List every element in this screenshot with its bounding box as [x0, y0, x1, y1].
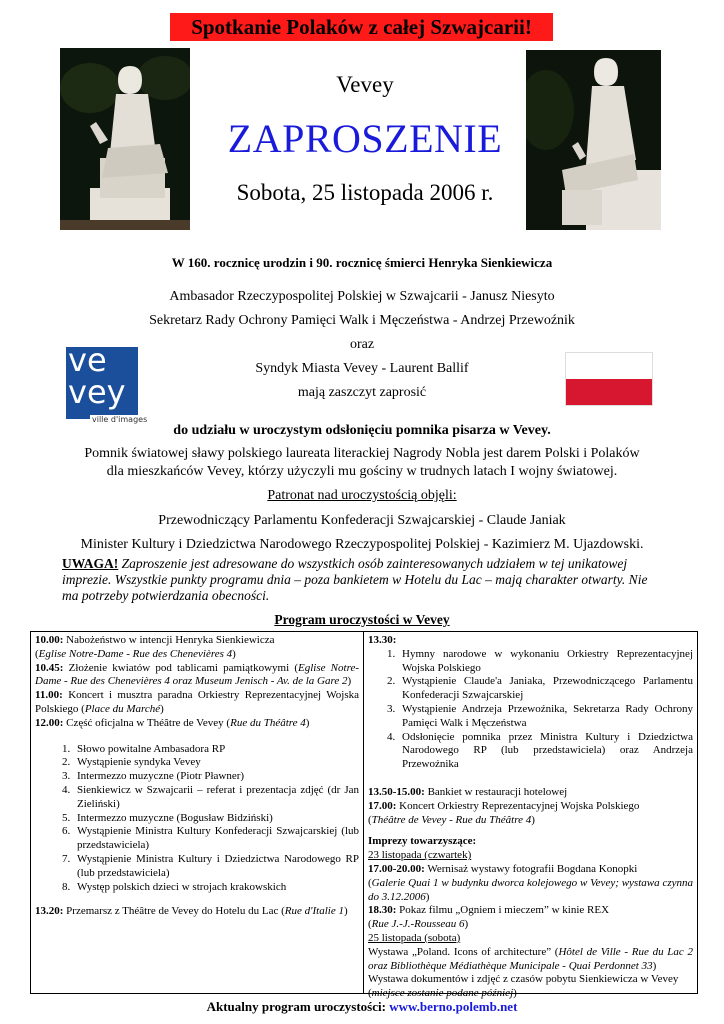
list-item: 5. Intermezzo muzyczne (Bogusław Bidziński)	[73, 812, 359, 826]
host-mayor: Syndyk Miasta Vevey - Laurent Ballif	[255, 361, 469, 376]
program-entry: Wystawa „Poland. Icons of architecture” (Hôtel de Ville - Rue du Lac 2 oraz Bibliothèque Médiathèque Municipale - Quai Perdonnet 33)	[368, 945, 694, 972]
footer	[0, 999, 724, 1015]
list-item: 1. Słowo powitalne Ambasadora RP	[73, 743, 359, 757]
statue-photo-left	[60, 48, 190, 230]
ceremony-list	[35, 743, 359, 895]
program-entry: 12.00: Część oficjalna w Théâtre de Vevey (Rue du Théâtre 4)	[35, 716, 310, 729]
program-table	[30, 631, 698, 1000]
list-item: 7. Wystąpienie Ministra Kultury i Dziedzictwa Narodowego RP (lub przedstawiciela)	[73, 853, 359, 881]
invite-purpose: do udziału w uroczystym odsłonięciu pomnika pisarza w Vevey.	[173, 423, 551, 438]
notice-text: Zaproszenie jest adresowane do wszystkich osób zainteresowanych udziałem w tej unikatowej imprezie. Wszystkie punkty programu dnia – poza bankietem w Hotelu du Lac – mają charakter otwarty. Nie ma potrzeby potwierdzania obecności.	[62, 556, 648, 603]
notice-block	[62, 556, 662, 604]
hosts-invite: mają zaszczyt zaprosić	[297, 385, 427, 400]
program-entry: 10.00: Nabożeństwo w intencji Henryka Sienkiewicza (Eglise Notre-Dame - Rue des Chenevières 4)	[35, 634, 275, 660]
program-entry: 10.45: Złożenie kwiatów pod tablicami pamiątkowymi (Eglise Notre-Dame - Rue des Chenevières 4 oraz Museum Jenisch - Av. de la Gare 2)	[35, 661, 359, 688]
city-name: Vevey	[336, 72, 394, 97]
monument-text-line-1: Pomnik światowej sławy polskiego laureata literackiej Nagrody Nobla jest darem Polski i Polaków	[84, 446, 640, 461]
list-item: 4. Odsłonięcie pomnika przez Ministra Kultury i Dziedzictwa Narodowego RP (lub przedstawiciela) oraz Andrzeja Przewoźnika	[398, 731, 693, 772]
program-entry: 11.00: Koncert i musztra paradna Orkiestry Reprezentacyjnej Wojska Polskiego (Place du Marché)	[35, 689, 359, 715]
program-entry: 18.30: Pokaz filmu „Ogniem i mieczem” w kinie REX (Rue J.-J.-Rousseau 6)	[368, 904, 610, 931]
program-column-right	[364, 632, 697, 1000]
footer-label: Aktualny program uroczystości:	[206, 999, 390, 1014]
list-item: 1. Hymny narodowe w wykonaniu Orkiestry Reprezentacyjnej Wojska Polskiego	[398, 648, 693, 676]
list-item: 4. Sienkiewicz w Szwajcarii – referat i prezentacja zdjęć (dr Jan Zieliński)	[73, 784, 359, 812]
list-item: 2. Wystąpienie Claude'a Janiaka, Przewodniczącego Parlamentu Konfederacji Szwajcarskiej	[398, 675, 693, 703]
event-banner: Spotkanie Polaków z całej Szwajcarii!	[170, 13, 553, 41]
notice-label: UWAGA!	[62, 556, 119, 571]
patron-1: Przewodniczący Parlamentu Konfederacji Szwajcarskiej - Claude Janiak	[158, 513, 566, 528]
polish-flag	[565, 352, 653, 406]
anniversary-line: W 160. rocznicę urodzin i 90. rocznicę śmierci Henryka Sienkiewicza	[171, 255, 553, 270]
program-entry: 13.30:	[368, 634, 397, 646]
monument-text-line-2: dla mieszkańców Vevey, którzy użyczyli mu gościny w trudnych latach I wojny światowej.	[106, 464, 618, 479]
program-entry: 17.00: Koncert Orkiestry Reprezentacyjnej Wojska Polskiego (Théâtre de Vevey - Rue du Théâtre 4)	[368, 799, 640, 826]
list-item: 2. Wystąpienie syndyka Vevey	[73, 756, 359, 770]
flag-red-stripe	[566, 379, 652, 405]
patron-2: Minister Kultury i Dziedzictwa Narodowego Rzeczypospolitej Polskiej - Kazimierz M. Ujazdowski.	[80, 537, 644, 552]
statue-left-illustration	[60, 48, 190, 230]
host-conjunction: oraz	[349, 337, 375, 352]
program-entry: Wystawa dokumentów i zdjęć z czasów pobytu Sienkiewicza w Vevey (miejsce zostanie podane później)	[368, 973, 679, 1000]
program-entry: 17.00-20.00: Wernisaż wystawy fotografii Bogdana Konopki (Galerie Quai 1 w budynku dworca kolejowego w Vevey; wystawa czynna do 3.12.2006)	[368, 862, 693, 903]
invitation-title: ZAPROSZENIE	[227, 116, 503, 161]
footer-link[interactable]: www.berno.polemb.net	[389, 999, 518, 1014]
program-entry: 13.50-15.00: Bankiet w restauracji hotelowej	[368, 785, 568, 798]
list-item: 3. Intermezzo muzyczne (Piotr Pławner)	[73, 770, 359, 784]
list-item: 8. Występ polskich dzieci w strojach krakowskich	[73, 881, 359, 895]
date-heading: 25 listopada (sobota)	[368, 931, 461, 944]
logo-tagline: ville d'images	[92, 415, 148, 424]
list-item: 6. Wystąpienie Ministra Kultury Konfederacji Szwajcarskiej (lub przedstawiciela)	[73, 825, 359, 853]
host-secretary: Sekretarz Rady Ochrony Pamięci Walk i Męczeństwa - Andrzej Przewoźnik	[149, 313, 575, 328]
logo-line-1: ve	[68, 341, 107, 379]
statue-photo-right	[526, 50, 661, 230]
unveiling-list	[368, 648, 693, 772]
logo-line-2: vey	[68, 373, 126, 411]
statue-right-illustration	[526, 50, 661, 230]
event-date: Sobota, 25 listopada 2006 r.	[236, 180, 494, 205]
host-ambassador: Ambasador Rzeczypospolitej Polskiej w Szwajcarii - Janusz Niesyto	[169, 289, 555, 304]
program-column-left	[31, 632, 364, 993]
program-heading: Program uroczystości w Vevey	[274, 612, 450, 627]
flag-white-stripe	[566, 353, 652, 379]
list-item: 3. Wystąpienie Andrzeja Przewoźnika, Sekretarza Rady Ochrony Pamięci Walk i Męczeństwa	[398, 703, 693, 731]
patronage-heading: Patronat nad uroczystością objęli:	[267, 488, 457, 503]
vevey-logo	[66, 341, 148, 424]
social-events-heading: Imprezy towarzyszące:	[368, 835, 477, 848]
program-entry: 13.20: Przemarsz z Théâtre de Vevey do Hotelu du Lac (Rue d'Italie 1)	[35, 905, 348, 918]
date-heading: 23 listopada (czwartek)	[368, 849, 472, 862]
